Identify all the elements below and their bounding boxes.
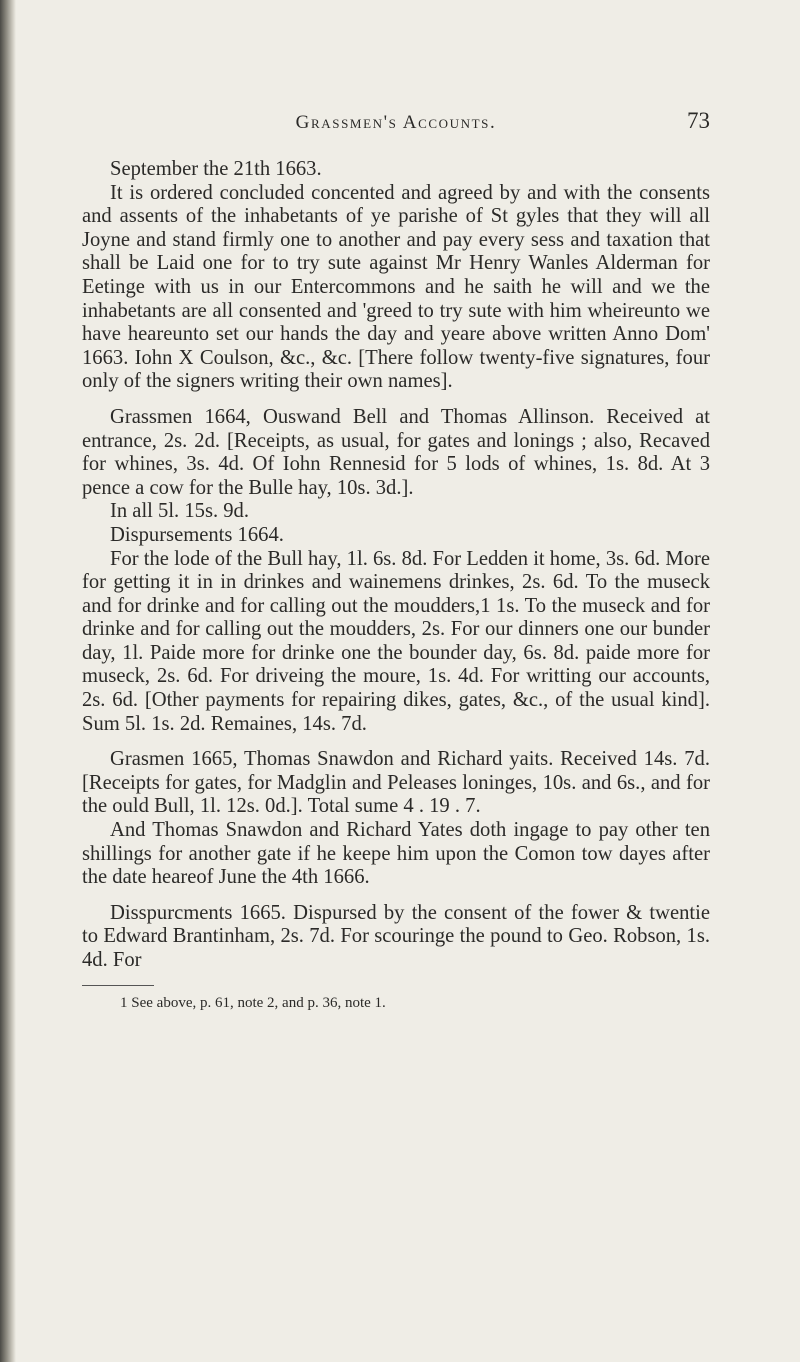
footnote: 1 See above, p. 61, note 2, and p. 36, note 1.: [120, 994, 386, 1011]
paragraph-line: Grassmen 1664, Ouswand Bell and Thomas Allinson. Received at entrance, 2s. 2d. [Receipts, as usual, for gates and lonings ; also, Recaved for whines, 3s. 4d. Of Iohn Rennesid for 5 lods of whines, 1s. 8d. At 3 pence a cow for the Bulle hay, 10s. 3d.].: [82, 405, 710, 499]
paragraph-line: Dispursements 1664.: [110, 523, 284, 546]
paragraph-line: And Thomas Snawdon and Richard Yates doth ingage to pay other ten shillings for another gate if he keepe him upon the Comon tow dayes after the date heareof June the 4th 1666.: [82, 819, 710, 889]
paragraph-line: For the lode of the Bull hay, 1l. 6s. 8d. For Ledden it home, 3s. 6d. More for getting it in in drinkes and wainemens drinkes, 2s. 6d. To the museck and for drinke and for calling out the moudders,1 1s. To the museck and for drinke and for calling out the moudders, 2s. For our dinners one our bunder day, 1l. Paide more for drinke one the bounder day, 6s. 8d. paide more for museck, 2s. 6d. For driveing the moure, 1s. 4d. For writting our accounts, 2s. 6d. [Other payments for repairing dikes, gates, &c., of the usual kind]. Sum 5l. 1s. 2d. Remaines, 14s. 7d.: [82, 547, 710, 735]
book-binding-edge: [0, 0, 16, 1362]
page-header: [82, 108, 710, 138]
paragraph-line: Disspurcments 1665. Dispursed by the consent of the fower & twentie to Edward Brantinham, 2s. 7d. For scouringe the pound to Geo. Robson, 1s. 4d. For: [82, 901, 710, 971]
paragraph-line: It is ordered concluded concented and agreed by and with the consents and assents of the inhabetants of ye parishe of St gyles that they will all Joyne and stand firmly one to another and pay every sess and taxation that shall be Laid one for to try sute against Mr Henry Wanles Alderman for Eetinge with us in our Entercommons and he saith he will and we the inhabetants are all consented and 'greed to try sute with him wheireunto we have heareunto set our hands the day and yeare above written Anno Dom' 1663. Iohn X Coulson, &c., &c. [There follow twenty-five signatures, four only of the signers writing their own names].: [82, 181, 710, 393]
page-number: 73: [687, 108, 710, 133]
paragraph-line: September the 21th 1663.: [110, 158, 322, 180]
running-head: Grassmen's Accounts.: [295, 112, 497, 133]
book-page: [82, 108, 710, 1012]
footnote-rule: [82, 985, 154, 986]
paragraph-line: Grasmen 1665, Thomas Snawdon and Richard yaits. Received 14s. 7d. [Receipts for gates, for Madglin and Peleases loninges, 10s. and 6s., and for the ould Bull, 1l. 12s. 0d.]. Total sume 4 . 19 . 7.: [82, 748, 710, 818]
paragraph-line: In all 5l. 15s. 9d.: [110, 500, 249, 523]
